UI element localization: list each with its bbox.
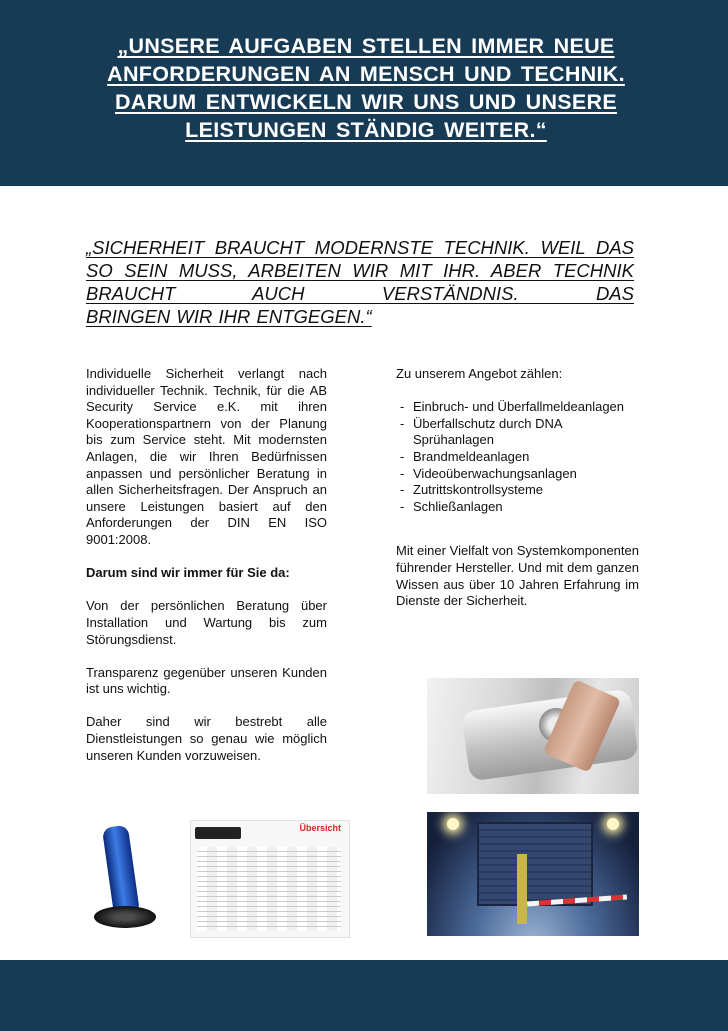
device-tube: [102, 825, 140, 918]
header-band: [0, 0, 728, 186]
parking-garage-photo: [427, 812, 639, 936]
list-item: - Videoüberwachungsanlagen: [396, 466, 639, 483]
offer-list: [396, 399, 639, 515]
sub-quote: [86, 236, 634, 328]
dna-spray-device-photo: [86, 820, 184, 936]
list-item: - Überfallschutz durch DNA Sprühanlagen: [396, 416, 639, 449]
lamp-icon: [607, 818, 619, 830]
paragraph-service: Von der persönlichen Beratung über Installation und Wartung bis zum Störungsdienst.: [86, 598, 327, 647]
left-column: [86, 366, 327, 781]
list-item: - Einbruch- und Überfallmeldeanlagen: [396, 399, 639, 416]
overview-table-image: [190, 820, 350, 938]
list-item: - Schließanlagen: [396, 499, 639, 516]
paragraph-transparency: Transparenz gegenüber unseren Kunden ist uns wichtig.: [86, 664, 327, 697]
barrier-post: [517, 854, 527, 924]
list-item: - Zutrittskontrollsysteme: [396, 482, 639, 499]
footer-band: [0, 960, 728, 1031]
right-column: [396, 366, 639, 610]
list-item: - Brandmeldeanlagen: [396, 449, 639, 466]
table-title: Übersicht: [299, 823, 341, 833]
lock-cylinder-photo: [427, 678, 639, 794]
header-quote: „UNSERE AUFGABEN STELLEN IMMER NEUE ANFORDERUNGEN AN MENSCH UND TECHNIK. DARUM ENTWICKELN WIR UNS UND UNSERE LEISTUNGEN STÄNDIG WEITER.“: [107, 34, 625, 142]
lamp-icon: [447, 818, 459, 830]
section-heading: Darum sind wir immer für Sie da:: [86, 565, 290, 581]
sub-quote-line-2: BRINGEN WIR IHR ENTGEGEN.“: [86, 306, 372, 327]
paragraph-services: Daher sind wir bestrebt alle Dienstleistungen so genau wie möglich unseren Kunden vorzuweisen.: [86, 714, 327, 763]
offer-intro: Zu unserem Angebot zählen:: [396, 366, 563, 381]
lcd-display: [195, 827, 241, 839]
table-grid: [197, 847, 341, 931]
closing-paragraph: Mit einer Vielfalt von Systemkomponenten führender Hersteller. Und mit dem ganzen Wissen aus über 10 Jahren Erfahrung im Dienste der Sicherheit.: [396, 543, 639, 609]
device-base: [94, 906, 156, 928]
intro-paragraph: Individuelle Sicherheit verlangt nach individueller Technik. Technik, für die AB Security Service e.K. mit ihren Kooperationspartnern von der Planung bis zum Service steht. Mit modernsten Anlagen, die wir Ihren Bedürfnissen anpassen und persönlicher Beratung in allen Sicherheitsfragen. Der Anspruch an unsere Leistungen basiert auf den Anforderungen der DIN EN ISO 9001:2008.: [86, 366, 327, 547]
garage-door: [477, 822, 593, 906]
sub-quote-line-1: „SICHERHEIT BRAUCHT MODERNSTE TECHNIK. WEIL DAS SO SEIN MUSS, ARBEITEN WIR MIT IHR. ABER TECHNIK BRAUCHT AUCH VERSTÄNDNIS. DAS: [86, 237, 634, 304]
